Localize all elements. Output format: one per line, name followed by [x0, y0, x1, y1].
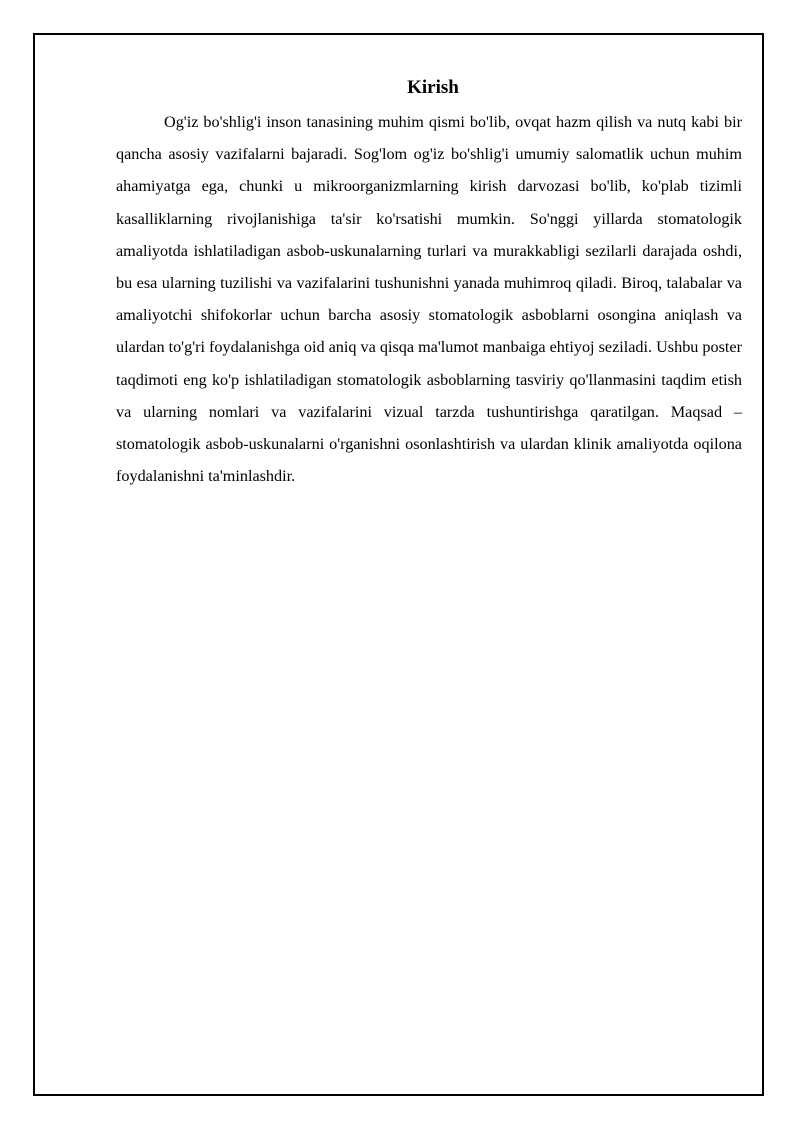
document-body [116, 72, 742, 492]
intro-paragraph: Og'iz bo'shlig'i inson tanasining muhim qismi bo'lib, ovqat hazm qilish va nutq kabi bir qancha asosiy vazifalarni bajaradi. Sog'lom og'iz bo'shlig'i umumiy salomatlik uchun muhim ahamiyatga ega, chunki u mikroorganizmlarning kirish darvozasi bo'lib, ko'plab tizimli kasalliklarning rivojlanishiga ta'sir ko'rsatishi mumkin. So'nggi yillarda stomatologik amaliyotda ishlatiladigan asbob-uskunalarning turlari va murakkabligi sezilarli darajada oshdi, bu esa ularning tuzilishi va vazifalarini tushunishni yanada muhimroq qiladi. Biroq, talabalar va amaliyotchi shifokorlar uchun barcha asosiy stomatologik asboblarni osongina aniqlash va ulardan to'g'ri foydalanishga oid aniq va qisqa ma'lumot manbaiga ehtiyoj seziladi. Ushbu poster taqdimoti eng ko'p ishlatiladigan stomatologik asboblarning tasviriy qo'llanmasini taqdim etish va ularning nomlari va vazifalarini vizual tarzda tushuntirishga qaratilgan. Maqsad – stomatologik asbob-uskunalarni o'rganishni osonlashtirish va ulardan klinik amaliyotda oqilona foydalanishni ta'minlashdir. [116, 113, 742, 486]
document-title: Kirish [407, 77, 459, 98]
